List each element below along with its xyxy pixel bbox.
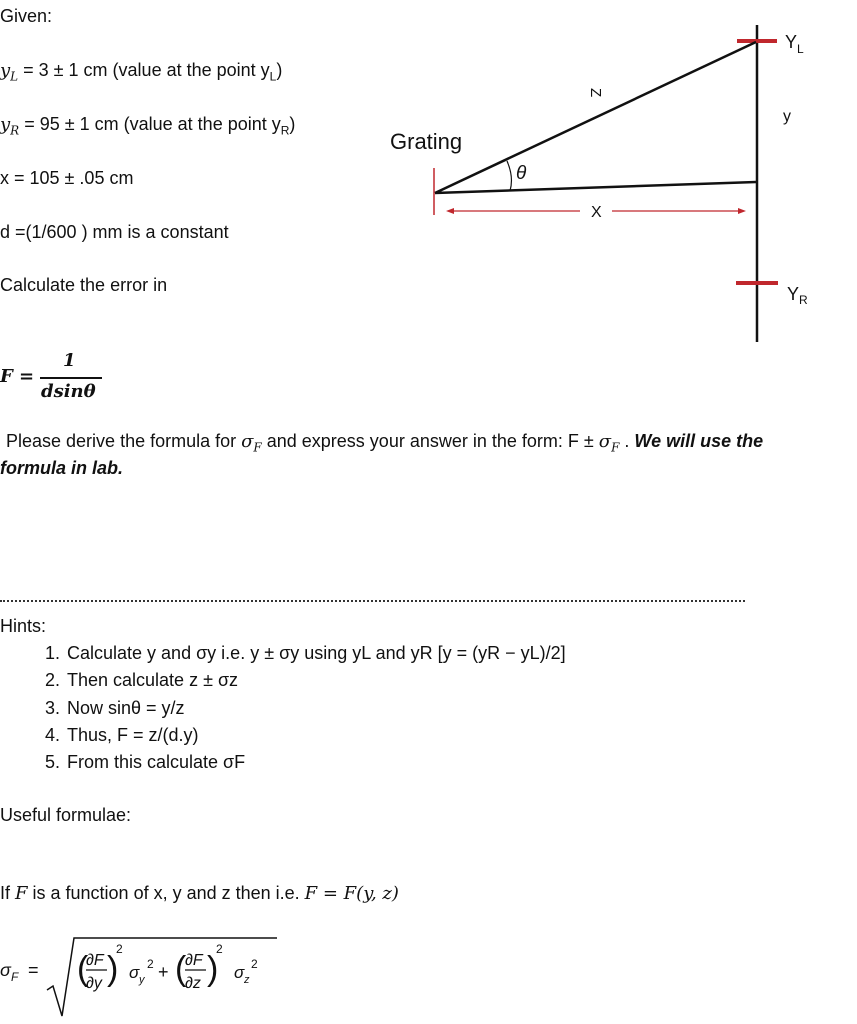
sigma-y-sub: y: [139, 974, 145, 986]
theta-label: θ: [516, 163, 527, 184]
yR-label-sub: R: [799, 293, 808, 307]
formula-F-fraction-bar: [40, 377, 102, 379]
x-arrow-right-head: [738, 208, 746, 214]
dF-1: ∂F: [86, 952, 104, 969]
z-line: [435, 42, 756, 193]
sigma-F-equals: =: [28, 960, 39, 980]
hint-item-5: 5. From this calculate σF: [65, 749, 566, 776]
yR-subscript: R: [10, 123, 20, 138]
task-sigma2-sub: F: [611, 440, 620, 455]
task-period: .: [619, 431, 635, 451]
yR-value: = 95 ± 1 cm (value at the point y: [19, 114, 281, 134]
yL-subscript: L: [10, 69, 19, 84]
yR-close: ): [289, 114, 296, 134]
formula-F-lhs: F =: [0, 366, 35, 387]
dz: ∂z: [185, 975, 201, 992]
task-sigma2: σ: [598, 431, 612, 452]
sigma-y: σ: [129, 963, 140, 982]
grating-diagram: [380, 20, 850, 350]
yL-value: = 3 ± 1 cm (value at the point y: [18, 60, 270, 80]
dotted-separator: [0, 600, 745, 602]
yL-close: ): [276, 60, 283, 80]
plus-sign: +: [158, 962, 169, 982]
sigma-z-sub: z: [244, 974, 250, 986]
dF-2: ∂F: [185, 952, 203, 969]
grating-label: Grating: [390, 129, 463, 154]
function-F: F: [15, 883, 28, 904]
given-d-line: d =(1/600 ) mm is a constant: [0, 222, 229, 242]
function-line: [0, 883, 399, 904]
given-yL-line: [0, 60, 282, 84]
formula-F-numerator: 1: [63, 350, 76, 371]
given-x-line: x = 105 ± .05 cm: [0, 168, 134, 188]
paren-open-1: (: [77, 950, 89, 988]
given-calculate-line: Calculate the error in: [0, 275, 168, 295]
square-2: 2: [147, 957, 154, 971]
task-sigma: σ: [241, 431, 254, 452]
function-equation: F = F(y, z): [304, 883, 399, 904]
given-heading: Given:: [0, 6, 53, 26]
task-emphasis-1: We will use the: [634, 431, 764, 451]
function-prefix: If: [0, 883, 16, 903]
x-label: X: [591, 204, 602, 221]
task-emphasis-2: formula in lab.: [0, 458, 124, 478]
square-3: 2: [216, 942, 223, 956]
y-label: y: [783, 108, 791, 125]
square-1: 2: [116, 942, 123, 956]
hint-item-2: 2. Then calculate z ± σz: [65, 667, 566, 694]
formula-F-denominator: dsinθ: [41, 381, 96, 402]
yL-symbol: y: [0, 60, 11, 81]
z-label: Z: [587, 88, 604, 98]
hint-item-3: 3. Now sinθ = y/z: [65, 695, 566, 722]
hints-list: [28, 640, 566, 776]
hints-heading: Hints:: [0, 616, 47, 636]
theta-arc: [507, 161, 511, 191]
x-arrow-left-head: [446, 208, 454, 214]
yL-label-sub: L: [797, 42, 804, 56]
yR-point-subscript: R: [280, 123, 290, 138]
task-middle: and express your answer in the form: F ±: [261, 431, 599, 451]
yR-symbol: y: [0, 114, 11, 135]
hint-item-1: 1. Calculate y and σy i.e. y ± σy using yL and yR [y = (yR − yL)/2]: [65, 640, 566, 667]
sigma-F-lhs-sub: F: [11, 970, 19, 984]
paren-close-1: ): [107, 950, 119, 988]
useful-heading: Useful formulae:: [0, 805, 132, 825]
paren-open-2: (: [175, 950, 187, 988]
yL-label: Y: [785, 32, 798, 52]
dy: ∂y: [86, 975, 102, 992]
given-yR-line: [0, 114, 295, 138]
sigma-F-formula: [0, 928, 300, 1024]
sigma-z: σ: [234, 963, 245, 982]
sigma-F-lhs: σ: [0, 960, 11, 980]
square-4: 2: [251, 957, 258, 971]
x-line: [435, 182, 756, 193]
task-line-1: [6, 431, 763, 455]
yR-label: Y: [787, 284, 800, 304]
function-middle: is a function of x, y and z then i.e.: [27, 883, 305, 903]
yL-point-subscript: L: [269, 69, 277, 84]
hint-item-4: 4. Thus, F = z/(d.y): [65, 722, 566, 749]
task-sigma-sub: F: [253, 440, 262, 455]
task-prefix: Please derive the formula for: [6, 431, 242, 451]
paren-close-2: ): [207, 950, 219, 988]
